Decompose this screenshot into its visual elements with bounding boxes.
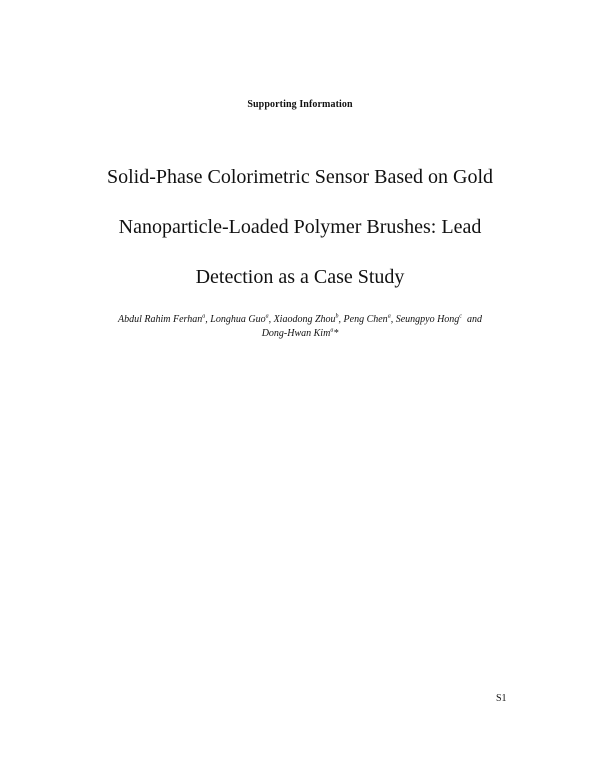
author-name-last: Dong-Hwan Kim	[261, 328, 331, 339]
author-separator: ,	[268, 314, 274, 325]
author-affiliation: a	[330, 327, 334, 334]
title-line-2: Nanoparticle-Loaded Polymer Brushes: Lead	[118, 216, 482, 238]
author-name: Seungpyo Hong	[395, 314, 460, 325]
author-name: Abdul Rahim Ferhan	[118, 314, 203, 325]
author-separator: ,	[205, 314, 211, 325]
author-name: Xiaodong Zhou	[273, 314, 336, 325]
author-conjunction: and	[466, 314, 482, 325]
author-affiliation: b	[335, 313, 339, 320]
page-number: S1	[496, 693, 507, 704]
author-separator: ,	[338, 314, 344, 325]
author-separator: ,	[390, 314, 396, 325]
author-affiliation: a	[202, 313, 206, 320]
author-affiliation: a	[265, 313, 269, 320]
paper-title	[70, 152, 530, 302]
author-name: Longhua Guo	[210, 314, 266, 325]
author-list	[80, 313, 520, 341]
author-affiliation: c	[459, 313, 462, 320]
corresponding-author-mark: *	[333, 328, 339, 339]
author-affiliation: a	[387, 313, 391, 320]
title-line-1: Solid-Phase Colorimetric Sensor Based on Gold	[106, 166, 494, 188]
supporting-information-label: Supporting Information	[247, 99, 353, 110]
title-line-3: Detection as a Case Study	[195, 266, 405, 288]
author-name: Peng Chen	[343, 314, 388, 325]
